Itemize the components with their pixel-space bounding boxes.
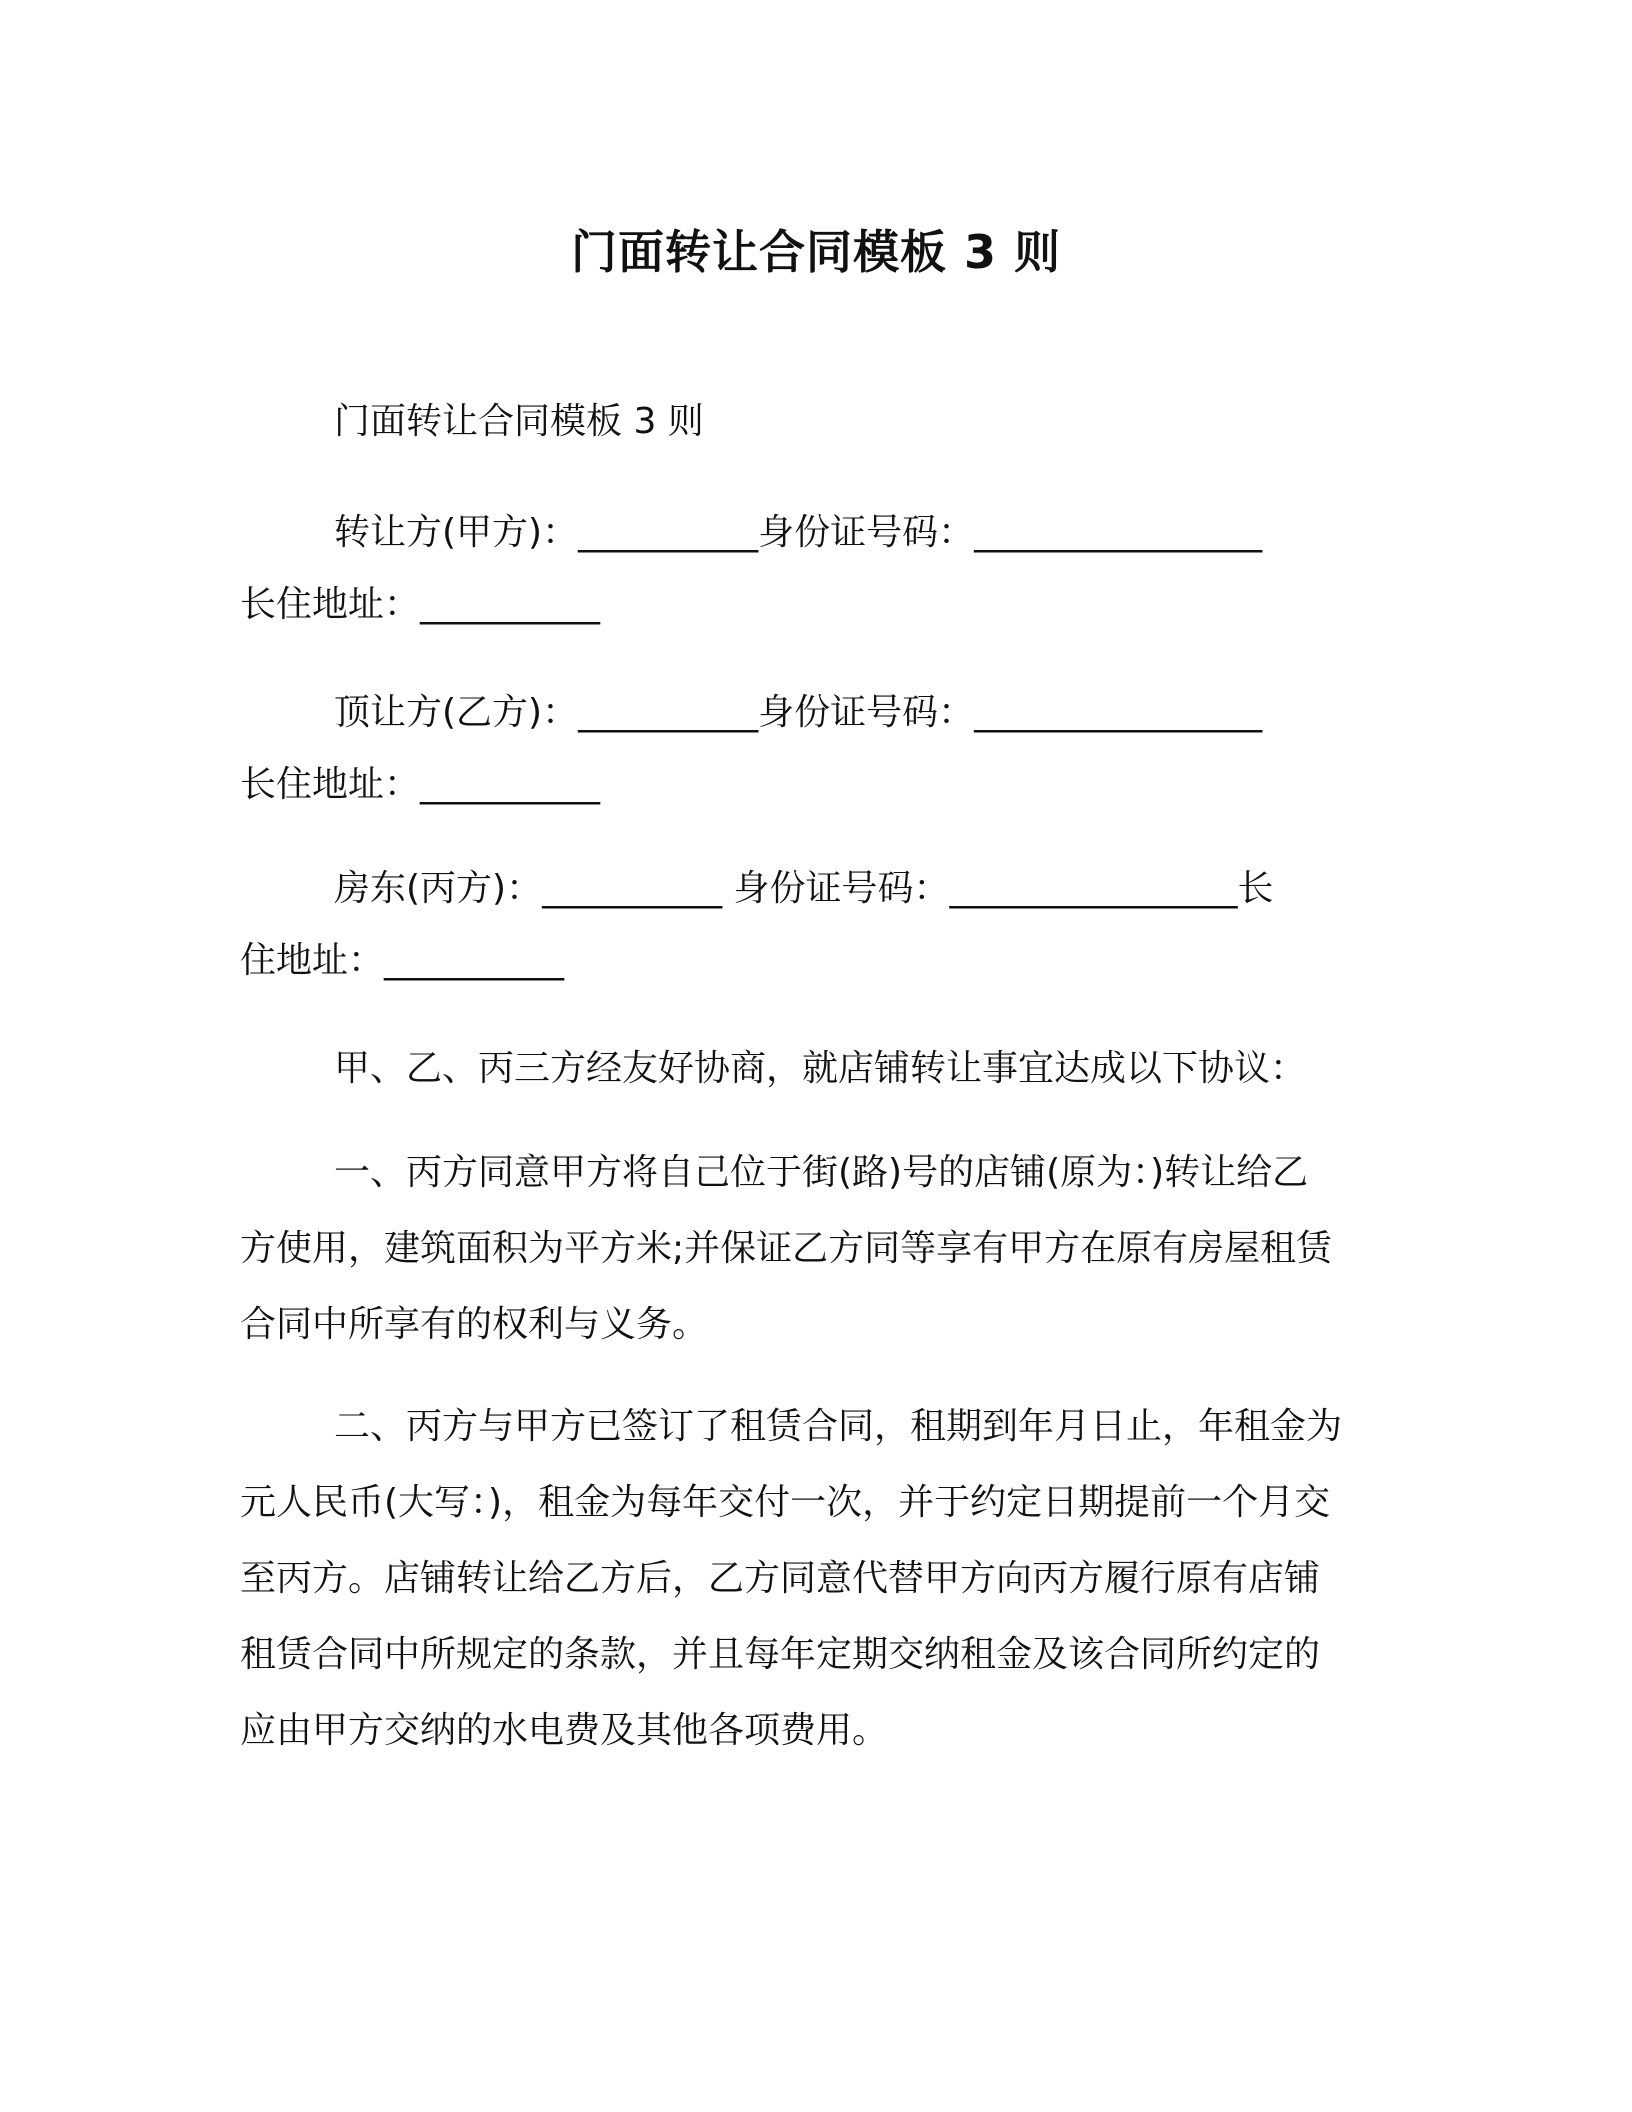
party-b-line-2: 长住地址：__________ [240, 764, 601, 805]
clause-1-line-3: 合同中所享有的权利与义务。 [240, 1304, 709, 1345]
clause-2-line-2: 元人民币(大写：)，租金为每年交付一次，并于约定日期提前一个月交 [240, 1482, 1331, 1523]
party-b-line-1: 顶让方(乙方)：__________身份证号码：________________ [334, 692, 1263, 733]
document-subtitle: 门面转让合同模板 3 则 [334, 401, 704, 442]
intro-paragraph: 甲、乙、丙三方经友好协商，就店铺转让事宜达成以下协议： [334, 1048, 1307, 1089]
party-c-line-2: 住地址：__________ [240, 940, 565, 981]
clause-2-line-3: 至丙方。店铺转让给乙方后，乙方同意代替甲方向丙方履行原有店铺 [240, 1558, 1321, 1599]
clause-2-line-5: 应由甲方交纳的水电费及其他各项费用。 [240, 1710, 889, 1751]
clause-1-line-1: 一、丙方同意甲方将自己位于街(路)号的店铺(原为：)转让给乙 [334, 1152, 1309, 1193]
clause-1-line-2: 方使用，建筑面积为平方米;并保证乙方同等享有甲方在原有房屋租赁 [240, 1228, 1333, 1269]
clause-2-line-4: 租赁合同中所规定的条款，并且每年定期交纳租金及该合同所约定的 [240, 1634, 1321, 1675]
party-a-line-1: 转让方(甲方)：__________身份证号码：________________ [334, 512, 1263, 553]
party-a-line-2: 长住地址：__________ [240, 584, 601, 625]
document-title: 门面转让合同模板 3 则 [570, 225, 1062, 279]
clause-2-line-1: 二、丙方与甲方已签订了租赁合同，租期到年月日止，年租金为 [334, 1406, 1343, 1447]
party-c-line-1: 房东(丙方)：__________ 身份证号码：________________长 [334, 868, 1274, 909]
